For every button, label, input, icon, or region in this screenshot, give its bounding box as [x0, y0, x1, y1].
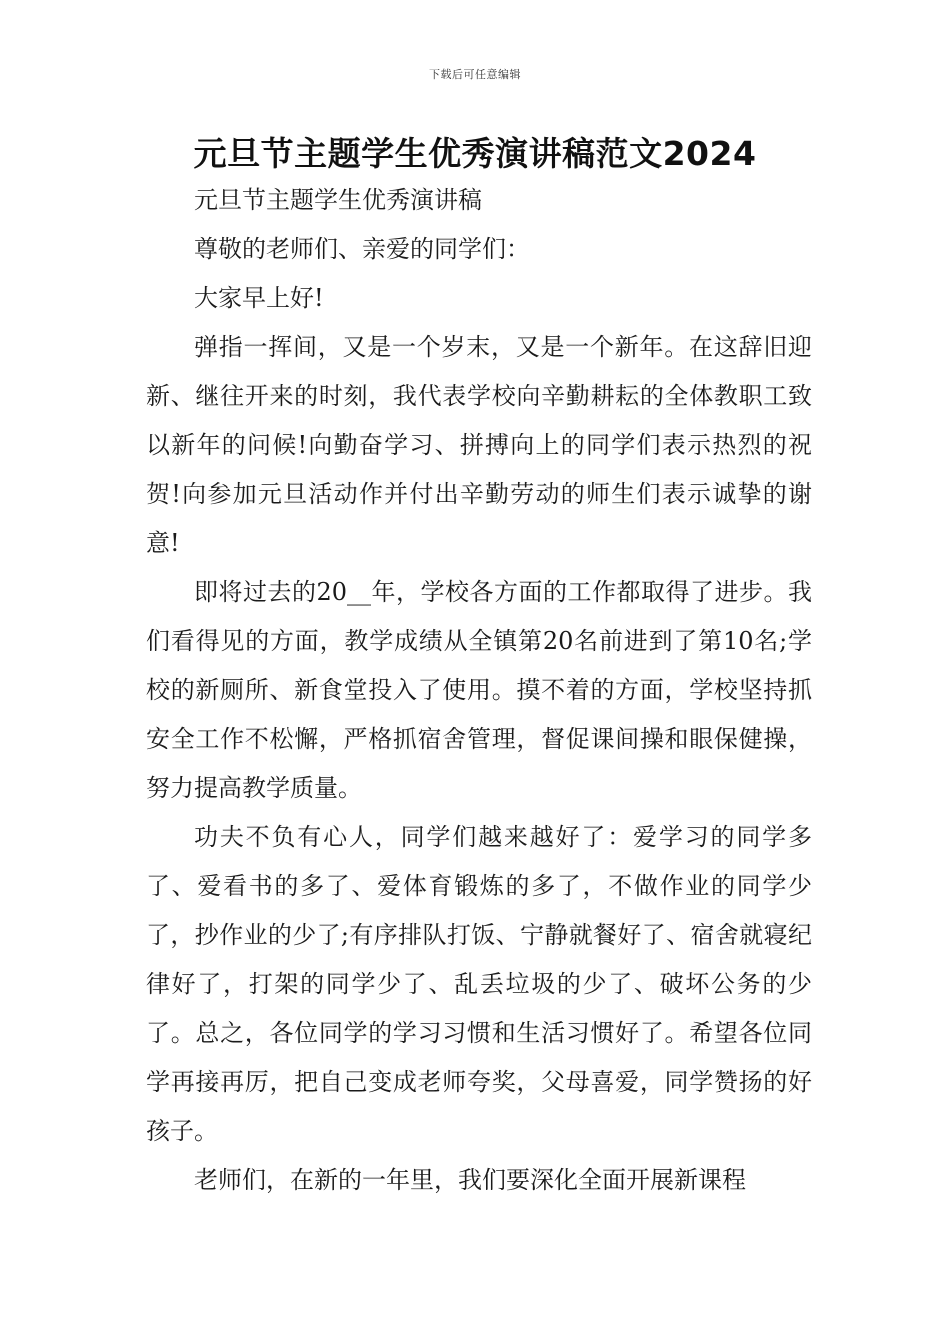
document-body [146, 176, 812, 1205]
document-title: 元旦节主题学生优秀演讲稿范文2024 [193, 134, 757, 173]
greeting: 大家早上好! [194, 284, 324, 312]
speech-subtitle: 元旦节主题学生优秀演讲稿 [194, 186, 482, 214]
header-note: 下载后可任意编辑 [429, 68, 521, 81]
paragraph-4: 老师们，在新的一年里，我们要深化全面开展新课程 [194, 1166, 746, 1194]
paragraph-1: 弹指一挥间，又是一个岁末，又是一个新年。在这辞旧迎新、继往开来的时刻，我代表学校向辛勤耕耘的全体教职工致以新年的问候!向勤奋学习、拼搏向上的同学们表示热烈的祝贺!向参加元旦活动作并付出辛勤劳动的师生们表示诚挚的谢意! [146, 333, 812, 557]
paragraph-3: 功夫不负有心人，同学们越来越好了：爱学习的同学多了、爱看书的多了、爱体育锻炼的多了，不做作业的同学少了，抄作业的少了;有序排队打饭、宁静就餐好了、宿舍就寝纪律好了，打架的同学少了、乱丢垃圾的少了、破坏公务的少了。总之，各位同学的学习习惯和生活习惯好了。希望各位同学再接再厉，把自己变成老师夸奖，父母喜爱，同学赞扬的好孩子。 [146, 823, 812, 1145]
salutation: 尊敬的老师们、亲爱的同学们： [194, 235, 530, 263]
paragraph-2: 即将过去的20__年，学校各方面的工作都取得了进步。我们看得见的方面，教学成绩从全镇第20名前进到了第10名;学校的新厕所、新食堂投入了使用。摸不着的方面，学校坚持抓安全工作不松懈，严格抓宿舍管理，督促课间操和眼保健操，努力提高教学质量。 [146, 578, 812, 802]
